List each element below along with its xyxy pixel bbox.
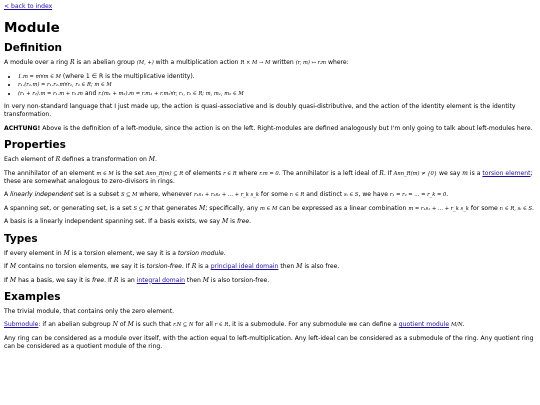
math: (r₁ + r₂).m = r₁.m + r₂.m [18,90,83,97]
math: (M, +) [136,60,154,67]
math: r.N ⊆ N [173,322,194,329]
math: r ∈ R [223,170,237,177]
math: R [113,276,119,284]
text: . If [181,263,192,271]
axiom-list [4,73,536,98]
definition-heading: Definition [4,42,63,55]
text: is the set [113,169,146,177]
text: A basis is a linearly independent spanning set. If a basis exists, we say [4,218,222,226]
math: M [9,276,17,284]
text: ; specifically, any [205,204,260,212]
text: for some [258,191,290,199]
text: A spanning set, or generating set, is a set [4,204,134,212]
axiom-item [18,90,536,98]
text: . [462,321,465,329]
math: M [198,204,206,212]
text: A module over a ring [4,59,70,67]
math: r₁s₁ + r₂s₂ + … + r_k s_k [193,192,259,199]
emphasis: torsion module [177,249,224,257]
text: is an [118,276,137,284]
math: R [69,59,75,67]
text: can be expressed as a linear combination [277,204,409,212]
text: is an abelian group [74,59,137,67]
text: for all [193,321,215,329]
math: Ann_R(m) ≠ {0} [393,170,438,177]
plain-language-paragraph: In very non-standard language that I just made up, the action is quasi-associative and is doubly quasi-distributive, and the action of the identity element is the identity transformation. [4,103,516,119]
math: r.(m₁ + m₂).m = r.m₁ + r.m₂∀r, r₁, r₂ ∈ R; m, m₁, m₂ ∈ M [98,90,244,97]
type-paragraph [4,250,536,258]
text: is also free. [302,263,340,271]
text: is a torsion element, we say it is a [69,249,178,257]
text: for some [468,204,500,212]
text: of elements [183,169,224,177]
math: N [112,321,118,329]
emphasis: linearly independent [10,191,74,199]
math: m [462,169,468,177]
text: defines a transformation on [60,156,149,164]
math: M/N [451,322,463,329]
math: Ann_R(m) ⊆ R [145,170,184,177]
math: R [55,156,61,164]
property-paragraph [4,218,536,226]
types-heading: Types [4,232,38,245]
text: set is a subset [73,191,121,199]
properties-heading: Properties [4,139,66,152]
text: : if an abelian subgroup [38,321,113,329]
text: where [236,169,260,177]
warning-paragraph [4,125,536,133]
text: If every element in [4,249,64,257]
text: then [278,263,297,271]
property-paragraph [4,205,536,213]
type-paragraph [4,263,536,271]
math: M [63,249,70,257]
math: M [127,321,134,329]
text: then [185,276,203,284]
text: is [228,218,237,226]
math: M [202,276,209,284]
math: rᵢ ∈ R, sᵢ ∈ S [499,205,532,212]
math: sᵢ ∈ S [344,192,359,199]
text: , it is a submodule. For any submodule we can define a [228,321,399,329]
text: . If [383,169,394,177]
integral-domain-link[interactable]: integral domain [136,276,185,284]
math: r₁.(r₂.m) = r₁.r₂.m∀r₁, r₂ ∈ R; m ∈ M [18,82,112,89]
text: . [155,156,157,164]
text: and distinct [304,191,345,199]
math: r ∈ R [214,322,229,329]
text: where: [326,59,349,67]
text: with a multiplication action [153,59,241,67]
principal-ideal-domain-link[interactable]: principal ideal domain [210,263,279,271]
math: S ⊆ M [133,205,150,212]
text: is a [196,263,211,271]
text: A [4,191,11,199]
math: r₁ = r₂ = … = r_k = 0 [389,192,447,199]
text: written [270,59,296,67]
math: rᵢ ∈ R [289,192,305,199]
property-paragraph [4,156,536,164]
math: M [9,263,17,271]
text: ; these are somewhat analogous to zero-divisors in rings. [4,169,533,186]
submodule-link[interactable]: Submodule [4,321,39,329]
emphasis: free [236,218,250,226]
math: 1.m = m∀m ∈ M [18,73,61,80]
math: M [148,156,156,164]
math: r.m = 0 [259,170,279,177]
math: R [379,169,384,177]
property-paragraph [4,191,536,199]
axiom-item [18,73,536,81]
math: R [191,263,197,271]
axiom-item [18,81,536,89]
definition-intro [4,59,536,67]
back-to-index-link[interactable]: < back to index [4,3,53,10]
text: is a [467,169,483,177]
text: If [4,276,10,284]
math: M [296,263,303,271]
text: . [223,249,226,257]
text: Above is the definition of a left-module, since the action is on the left. Right-modules are defined analogously but I'm only going to talk about left-modules here. [40,124,533,132]
type-paragraph [4,277,536,285]
text: If [4,263,10,271]
text: Each element of [4,156,56,164]
text: . The annihilator is a left ideal of [278,169,380,177]
text: , we have [358,191,390,199]
examples-heading: Examples [4,290,61,303]
example-paragraph: Any ring can be considered as a module over itself, with the action equal to left-multiplication. Any left-ideal can be considered as a submodule of the ring. Any quotient ring can be considered as a quotient module of the ring. [4,334,534,351]
text: . [249,218,252,226]
text: . If [104,276,114,284]
text: is such that [133,321,174,329]
text: has a basis, we say it is [16,276,92,284]
quotient-module-link[interactable]: quotient module [398,321,450,329]
text: . [446,191,449,199]
text: contains no torsion elements, we say it is [16,263,147,271]
property-paragraph [4,170,536,187]
text: The annihilator of an element [4,169,97,177]
page-title: Module [4,20,60,37]
example-paragraph [4,321,536,329]
text: is also torsion-free. [209,276,270,284]
math: m ∈ M [96,170,114,177]
text: where, whenever [137,191,194,199]
math: m ∈ M [259,205,278,212]
text: (where 1 ∈ R is the multiplicative identity). [60,72,195,80]
math: (r, m) ↦ r.m [295,60,327,67]
text: we say [437,169,463,177]
emphasis: free [91,276,105,284]
torsion-element-link[interactable]: torsion element [482,169,531,177]
text: of [117,321,128,329]
math: S ⊆ M [120,192,138,199]
text: that generates [149,204,199,212]
math: M [221,218,229,226]
math: m = r₁s₁ + … + r_k s_k [408,205,469,212]
text: and [82,89,99,97]
warning-label: ACHTUNG! [4,124,41,132]
text: . [532,204,534,212]
example-paragraph: The trivial module, that contains only the zero element. [4,307,175,315]
math: R × M → M [240,60,271,67]
emphasis: torsion-free [146,263,182,271]
